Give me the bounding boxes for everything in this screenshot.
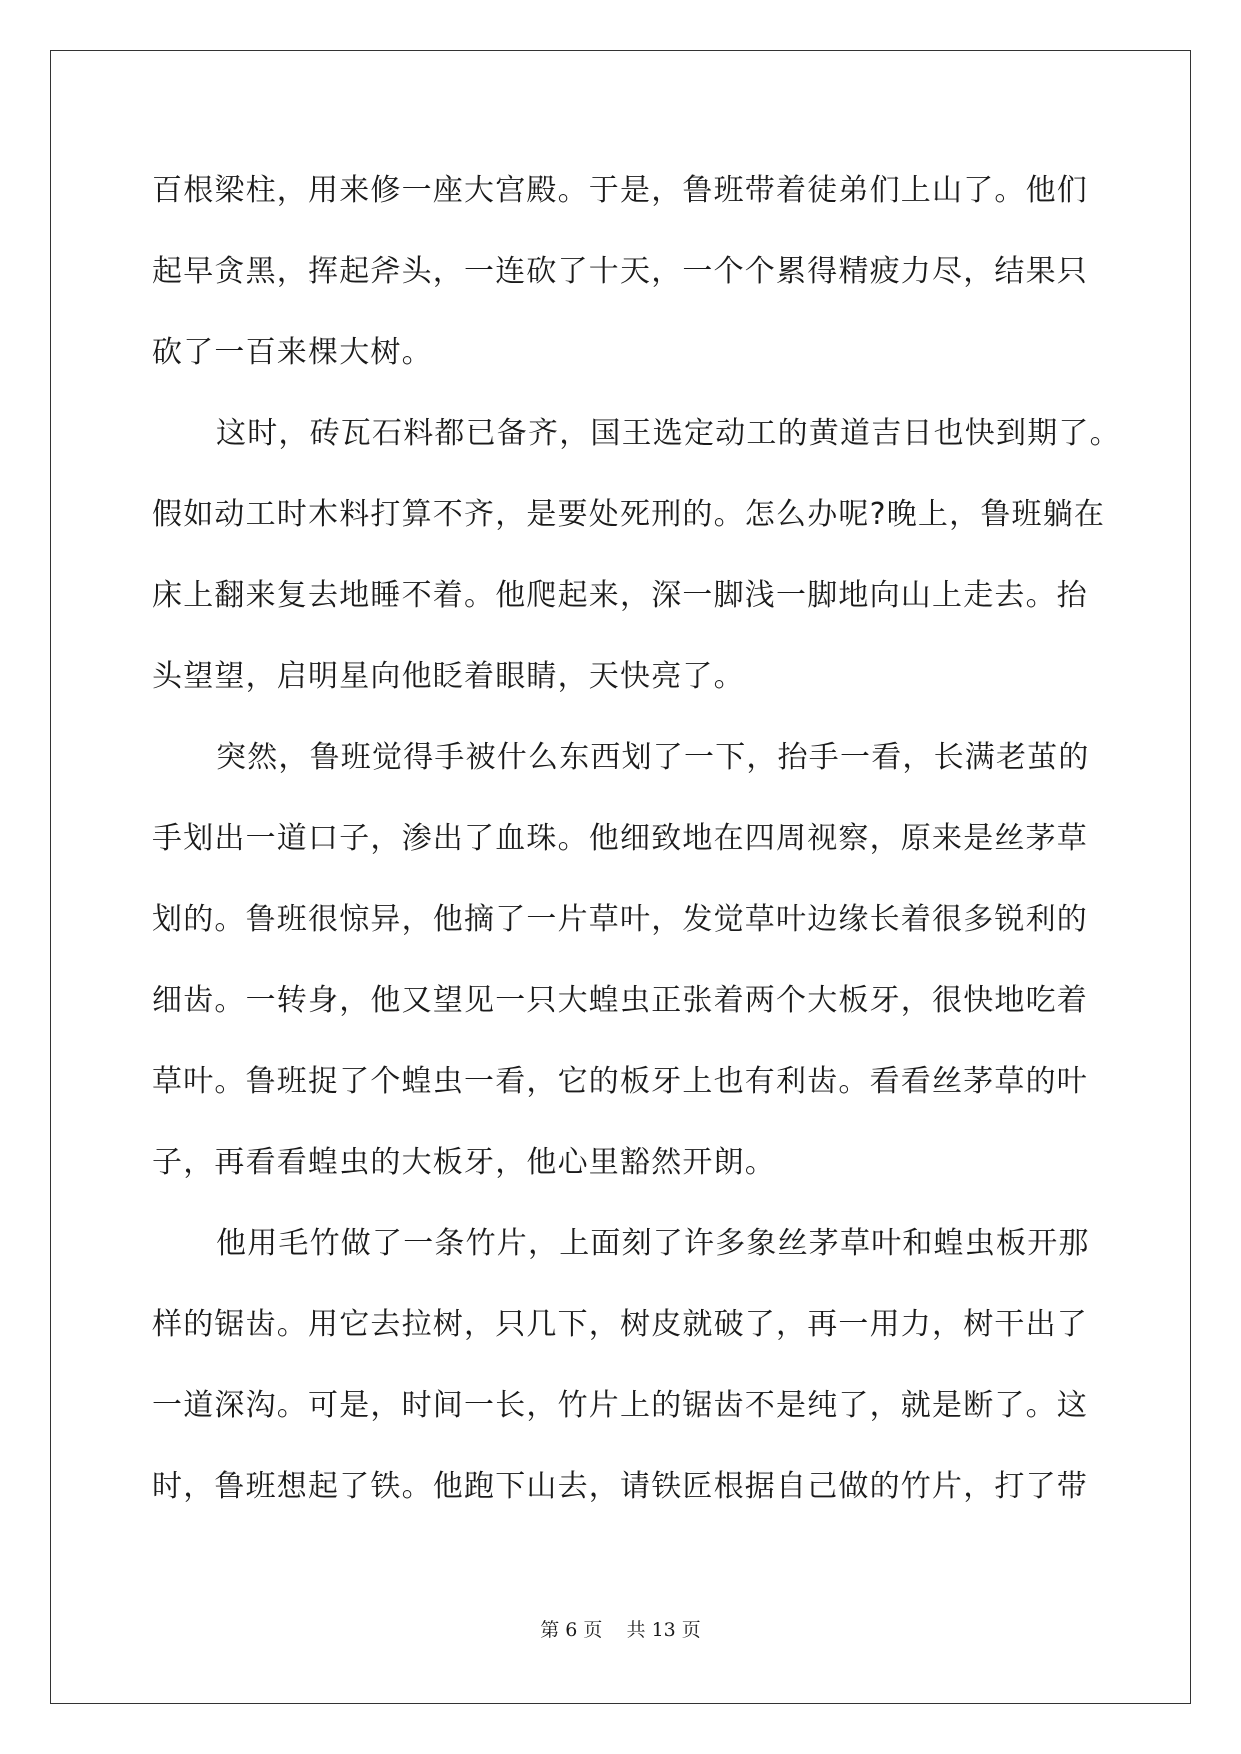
text-line: 草叶。鲁班捉了个蝗虫一看，它的板牙上也有利齿。看看丝茅草的叶 <box>152 1064 1088 1099</box>
paragraph-first-line: 他用毛竹做了一条竹片，上面刻了许多象丝茅草叶和蝗虫板开那 <box>216 1226 1090 1261</box>
text-line: 起早贪黑，挥起斧头，一连砍了十天，一个个累得精疲力尽，结果只 <box>152 254 1088 289</box>
text-line: 细齿。一转身，他又望见一只大蝗虫正张着两个大板牙，很快地吃着 <box>152 983 1088 1018</box>
text-line: 划的。鲁班很惊异，他摘了一片草叶，发觉草叶边缘长着很多锐利的 <box>152 902 1088 937</box>
document-body <box>152 162 1121 1539</box>
text-line: 百根梁柱，用来修一座大宫殿。于是，鲁班带着徒弟们上山了。他们 <box>152 173 1088 208</box>
text-line: 假如动工时木料打算不齐，是要处死刑的。怎么办呢?晚上，鲁班躺在 <box>152 497 1106 532</box>
text-line: 时，鲁班想起了铁。他跑下山去，请铁匠根据自己做的竹片，打了带 <box>152 1469 1088 1504</box>
page-number-footer: 第 6 页 共 13 页 <box>540 1619 701 1641</box>
paragraph-first-line: 突然，鲁班觉得手被什么东西划了一下，抬手一看，长满老茧的 <box>216 740 1090 775</box>
text-line: 床上翻来复去地睡不着。他爬起来，深一脚浅一脚地向山上走去。抬 <box>152 578 1088 613</box>
text-line: 样的锯齿。用它去拉树，只几下，树皮就破了，再一用力，树干出了 <box>152 1307 1088 1342</box>
text-line: 子，再看看蝗虫的大板牙，他心里豁然开朗。 <box>152 1145 776 1180</box>
text-line: 一道深沟。可是，时间一长，竹片上的锯齿不是纯了，就是断了。这 <box>152 1388 1088 1423</box>
text-line: 头望望，启明星向他眨着眼睛，天快亮了。 <box>152 659 745 694</box>
text-line: 砍了一百来棵大树。 <box>152 335 433 370</box>
paragraph-first-line: 这时，砖瓦石料都已备齐，国王选定动工的黄道吉日也快到期了。 <box>216 416 1121 451</box>
text-line: 手划出一道口子，渗出了血珠。他细致地在四周视察，原来是丝茅草 <box>152 821 1088 856</box>
